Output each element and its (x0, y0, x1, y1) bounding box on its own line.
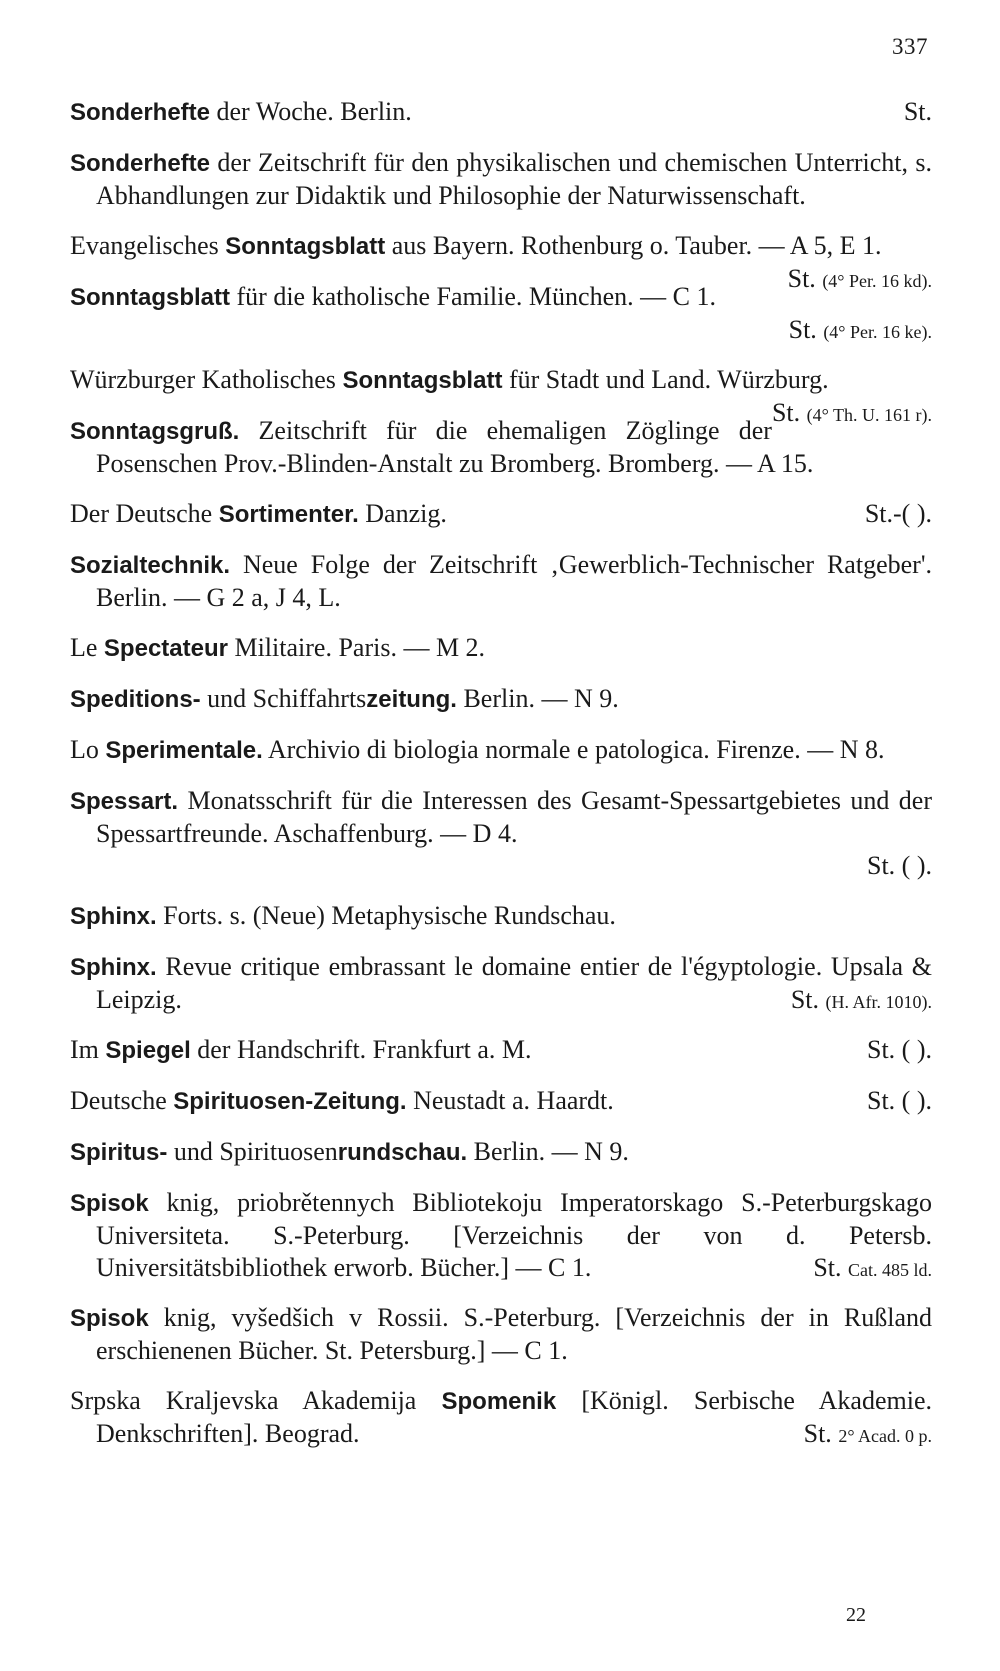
entry-keyword: Spessart. (70, 788, 179, 815)
entry-keyword: Spectateur (103, 635, 228, 662)
catalog-entry: Spisok knig, priobrětennych Bibliotekoju Imperatorskago S.-Peterburgskago Universiteta. S.-Peterburg. [Verzeichnis der von d. Petersb. Universitätsbibliothek erworb. Bücher.] — C 1. St. Cat. 485 ld. (70, 1187, 932, 1284)
entry-keyword: Spisok (70, 1190, 149, 1217)
entry-right: St. (4° Th. U. 161 r). (771, 398, 932, 427)
entry-keyword: Sperimentale. (105, 737, 263, 764)
catalog-entry: Sphinx. Forts. s. (Neue) Metaphysische Rundschau. (70, 901, 616, 930)
entry-keyword: Speditions- (70, 686, 201, 713)
catalog-entry: Srpska Kraljevska Akademija Spomenik [Königl. Serbische Akademie. Denkschriften]. Beograd. St. 2° Acad. 0 p. (70, 1385, 932, 1450)
entry-right: St. Cat. 485 ld. (813, 1253, 932, 1282)
page-number: 337 (892, 34, 928, 59)
entry-keyword: Sonntagsblatt (342, 367, 503, 394)
entry-right: St. (4° Per. 16 ke). (788, 315, 932, 344)
entry-right: St. (4° Per. 16 kd). (787, 264, 932, 293)
entry-keyword: Sozialtechnik. (70, 552, 231, 579)
catalog-entry: Sozialtechnik. Neue Folge der Zeitschrift ‚Gewerblich-Technischer Ratgeber'. Berlin. — G 2 a, J 4, L. (70, 550, 932, 612)
entry-keyword: Spirituosen-Zeitung. (173, 1088, 407, 1115)
entry-right: St. ( ). (867, 851, 932, 880)
catalog-entry: St. ( ). Im Spiegel der Handschrift. Frankfurt a. M. (70, 1035, 932, 1064)
entry-keyword: Sonntagsgruß. (70, 418, 240, 445)
entry-keyword: Sonntagsblatt (70, 284, 230, 311)
entry-right: St. (H. Afr. 1010). (790, 985, 932, 1014)
entry-keyword: Sonntagsblatt (225, 233, 386, 260)
catalog-entry: Spisok knig, vyšedšich v Rossii. S.-Peterburg. [Verzeichnis der in Rußland erschienenen Bücher. St. Petersburg.] — C 1. (70, 1303, 932, 1365)
catalog-entry: Sonderhefte der Zeitschrift für den physikalischen und chemischen Unterricht, s. Abhandlungen zur Didaktik und Philosophie der Naturwissenschaft. (70, 148, 932, 210)
catalog-entry: Le Spectateur Militaire. Paris. — M 2. (70, 633, 486, 662)
printer-signature: 22 (846, 1604, 866, 1626)
entry-keyword: Spiritus- (70, 1139, 168, 1166)
entry-keyword: Sphinx. (70, 954, 157, 981)
entry-keyword: Spisok (70, 1305, 149, 1332)
catalog-entry: Würzburger Katholisches Sonntagsblatt für Stadt und Land. Würzburg. St. (4° Th. U. 161 r). (70, 364, 932, 397)
entry-keyword: Sonderhefte (70, 150, 211, 177)
entry-keyword: Spiegel (105, 1037, 191, 1064)
entry-right: St. ( ). (867, 1086, 932, 1115)
catalog-entry: Spiritus- und Spirituosenrundschau. Berlin. — N 9. (70, 1137, 629, 1166)
catalog-entry: Lo Sperimentale. Archivio di biologia normale e patologica. Firenze. — N 8. (70, 735, 885, 764)
entry-keyword-secondary: rundschau. (337, 1139, 468, 1166)
catalog-entry: Sonntagsblatt für die katholische Familie. München. — C 1. St. (4° Per. 16 ke). (70, 281, 932, 346)
catalog-entry: St. Sonderhefte der Woche. Berlin. (70, 97, 932, 126)
catalog-entry: Spessart. Monatsschrift für die Interessen des Gesamt-Spessartgebietes und der Spessartfreunde. Aschaffenburg. — D 4. St. ( ). (70, 786, 932, 880)
catalog-entry: Sphinx. Revue critique embrassant le domaine entier de l'égyptologie. Upsala & Leipzig. St. (H. Afr. 1010). (70, 951, 932, 1016)
catalog-entry: Sonntagsgruß. Zeitschrift für die ehemaligen Zöglinge der Posenschen Prov.-Blinden-Anstalt zu Bromberg. Bromberg. — A 15. (70, 416, 814, 478)
entry-keyword: Sortimenter. (218, 501, 359, 528)
entry-keyword-secondary: zeitung. (366, 686, 457, 713)
entry-right: St.-( ). (864, 499, 932, 528)
catalog-entry: St.-( ). Der Deutsche Sortimenter. Danzig. (70, 499, 932, 528)
entry-keyword: Sphinx. (70, 903, 157, 930)
entry-keyword: Spomenik (441, 1388, 557, 1415)
catalog-entry: Evangelisches Sonntagsblatt aus Bayern. Rothenburg o. Tauber. — A 5, E 1. St. (4° Per. 16 kd). (70, 230, 932, 263)
entry-right: St. 2° Acad. 0 p. (803, 1419, 932, 1448)
catalog-entries (70, 96, 932, 1468)
catalog-entry: Speditions- und Schiffahrtszeitung. Berlin. — N 9. (70, 684, 619, 713)
entry-right: St. (903, 97, 932, 126)
catalog-entry: St. ( ). Deutsche Spirituosen-Zeitung. Neustadt a. Haardt. (70, 1086, 932, 1115)
entry-right: St. ( ). (867, 1035, 932, 1064)
entry-keyword: Sonderhefte (70, 99, 211, 126)
